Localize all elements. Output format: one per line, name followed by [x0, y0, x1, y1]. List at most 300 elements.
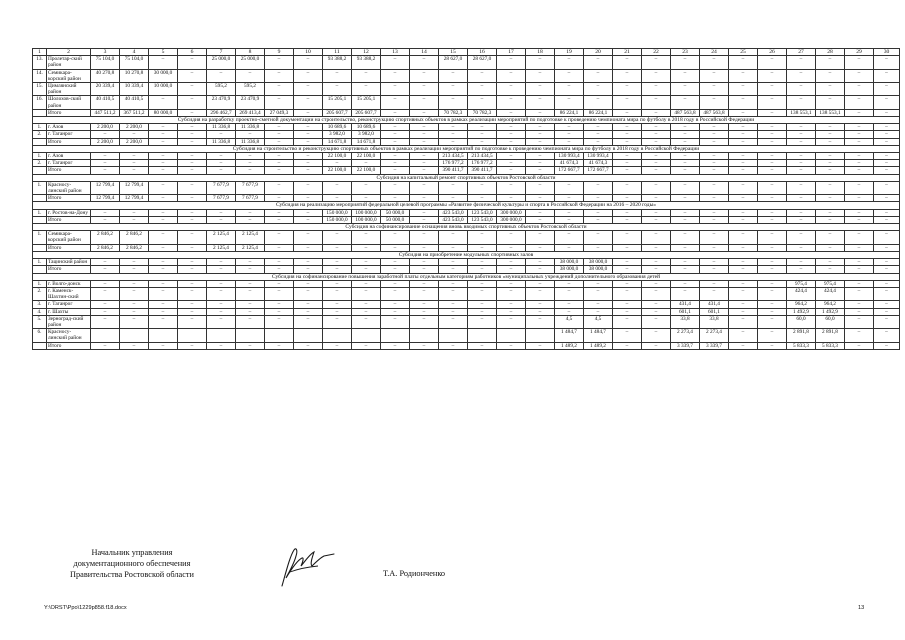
amount-cell: –	[410, 109, 439, 116]
amount-cell	[294, 329, 323, 342]
amount-cell: 1 492,9	[816, 308, 845, 315]
amount-cell: –	[497, 259, 526, 266]
amount-cell: –	[381, 96, 410, 109]
amount-cell: –	[642, 315, 671, 328]
amount-cell: –	[555, 308, 584, 315]
amount-cell: –	[207, 259, 236, 266]
amount-cell: –	[294, 83, 323, 96]
amount-cell: –	[787, 138, 816, 145]
amount-cell: –	[265, 301, 294, 308]
amount-cell: –	[120, 153, 149, 160]
amount-cell: –	[468, 280, 497, 287]
column-number-header: 3	[91, 49, 120, 56]
amount-cell: –	[874, 56, 900, 69]
amount-cell: 172 667,7	[555, 167, 584, 174]
amount-cell: –	[729, 160, 758, 167]
amount-cell: –	[120, 287, 149, 300]
amount-cell: 269 413,4	[236, 109, 265, 116]
amount-cell: –	[874, 153, 900, 160]
amount-cell: 11 336,8	[207, 124, 236, 131]
municipality-name-cell: Семикара-корский район	[47, 69, 91, 82]
amount-cell: –	[700, 195, 729, 202]
amount-cell: –	[265, 308, 294, 315]
amount-cell: –	[845, 69, 874, 82]
amount-cell: –	[874, 138, 900, 145]
amount-cell: –	[381, 109, 410, 116]
amount-cell: –	[642, 209, 671, 216]
amount-cell: –	[323, 342, 352, 349]
amount-cell: 2 273,4	[671, 329, 700, 342]
amount-cell: –	[439, 69, 468, 82]
row-number-cell: 1.	[33, 181, 47, 194]
amount-cell: –	[236, 301, 265, 308]
section-title: Субсидия на софинансирование оснащения вновь вводимых спортивных объектов Ростовской области	[33, 224, 900, 231]
amount-cell: 12 799,4	[120, 181, 149, 194]
amount-cell: –	[758, 244, 787, 251]
amount-cell: 601,1	[671, 308, 700, 315]
amount-cell: –	[613, 231, 642, 244]
amount-cell: 22 100,0	[352, 167, 381, 174]
amount-cell: –	[207, 167, 236, 174]
amount-cell: –	[874, 308, 900, 315]
amount-cell: –	[845, 96, 874, 109]
amount-cell: –	[410, 138, 439, 145]
amount-cell: –	[729, 308, 758, 315]
amount-cell: 7 677,9	[207, 181, 236, 194]
municipality-name-cell: Пролетар-ский район	[47, 56, 91, 69]
amount-cell: –	[555, 301, 584, 308]
amount-cell: –	[497, 153, 526, 160]
amount-cell: –	[787, 153, 816, 160]
amount-cell: –	[526, 315, 555, 328]
amount-cell: –	[642, 124, 671, 131]
amount-cell: –	[236, 259, 265, 266]
amount-cell: –	[526, 216, 555, 223]
amount-cell: –	[758, 56, 787, 69]
amount-cell: –	[323, 301, 352, 308]
amount-cell: 10 339,4	[120, 83, 149, 96]
amount-cell: –	[178, 56, 207, 69]
amount-cell: –	[671, 124, 700, 131]
amount-cell: 2 200,0	[120, 124, 149, 131]
amount-cell: 300 000,0	[497, 209, 526, 216]
amount-cell: –	[671, 131, 700, 138]
municipality-name-cell: Итого	[47, 109, 91, 116]
amount-cell: –	[671, 160, 700, 167]
amount-cell: –	[91, 280, 120, 287]
municipality-name-cell: Итого	[47, 342, 91, 349]
amount-cell: –	[642, 287, 671, 300]
amount-cell: 12 799,4	[91, 181, 120, 194]
amount-cell: –	[671, 56, 700, 69]
amount-cell: –	[149, 124, 178, 131]
amount-cell: –	[294, 69, 323, 82]
amount-cell: –	[526, 266, 555, 273]
amount-cell: 424,4	[816, 287, 845, 300]
amount-cell: 15 205,1	[323, 96, 352, 109]
table-row	[33, 209, 900, 216]
amount-cell: –	[874, 342, 900, 349]
table-row	[33, 181, 900, 194]
amount-cell: –	[120, 315, 149, 328]
amount-cell: –	[642, 69, 671, 82]
amount-cell: 27 049,3	[265, 109, 294, 116]
amount-cell: 93 388,2	[323, 56, 352, 69]
row-number-cell	[33, 195, 47, 202]
amount-cell: –	[91, 287, 120, 300]
amount-cell: –	[787, 69, 816, 82]
amount-cell: –	[700, 138, 729, 145]
amount-cell: –	[381, 266, 410, 273]
amount-cell: –	[729, 153, 758, 160]
amount-cell: –	[555, 138, 584, 145]
amount-cell: –	[584, 209, 613, 216]
amount-cell: –	[642, 216, 671, 223]
signatory-title-line: документационного обеспечения	[73, 559, 191, 569]
amount-cell: –	[323, 287, 352, 300]
amount-cell: –	[845, 329, 874, 342]
amount-cell: –	[323, 315, 352, 328]
amount-cell: 33,8	[700, 315, 729, 328]
amount-cell: –	[497, 280, 526, 287]
municipality-name-cell: Зерноград-ский район	[47, 315, 91, 328]
amount-cell: –	[816, 96, 845, 109]
row-number-cell: 1.	[33, 280, 47, 287]
column-number-header: 24	[700, 49, 729, 56]
amount-cell: 2 846,2	[91, 231, 120, 244]
municipality-name-cell: Шолохов-ский район	[47, 96, 91, 109]
amount-cell: –	[526, 153, 555, 160]
column-number-header: 19	[555, 49, 584, 56]
amount-cell: –	[642, 329, 671, 342]
amount-cell: –	[265, 56, 294, 69]
amount-cell: –	[352, 244, 381, 251]
amount-cell: –	[207, 131, 236, 138]
amount-cell: 2 125,4	[236, 244, 265, 251]
municipality-name-cell: г. Волго-донск	[47, 280, 91, 287]
table-row	[33, 329, 900, 342]
amount-cell: 40 410,5	[120, 96, 149, 109]
amount-cell: –	[613, 160, 642, 167]
amount-cell: –	[642, 83, 671, 96]
amount-cell: –	[178, 160, 207, 167]
amount-cell: –	[613, 153, 642, 160]
amount-cell: –	[613, 259, 642, 266]
amount-cell: –	[207, 342, 236, 349]
amount-cell: –	[497, 301, 526, 308]
amount-cell: 296 462,7	[207, 109, 236, 116]
amount-cell: 595,2	[207, 83, 236, 96]
amount-cell: –	[149, 231, 178, 244]
amount-cell: 25 000,0	[236, 56, 265, 69]
column-number-header: 21	[613, 49, 642, 56]
amount-cell: –	[149, 308, 178, 315]
amount-cell: –	[758, 124, 787, 131]
amount-cell: –	[555, 83, 584, 96]
amount-cell: –	[352, 195, 381, 202]
amount-cell: –	[700, 167, 729, 174]
column-number-header: 13	[381, 49, 410, 56]
amount-cell: –	[613, 124, 642, 131]
amount-cell: 14 671,8	[323, 138, 352, 145]
amount-cell: 12 799,4	[91, 195, 120, 202]
amount-cell: –	[468, 315, 497, 328]
table-row	[33, 131, 900, 138]
amount-cell: –	[265, 138, 294, 145]
amount-cell: –	[874, 244, 900, 251]
amount-cell: –	[555, 181, 584, 194]
amount-cell	[381, 329, 410, 342]
amount-cell: 3 339,7	[700, 342, 729, 349]
amount-cell: –	[294, 342, 323, 349]
amount-cell: –	[265, 69, 294, 82]
amount-cell: –	[816, 167, 845, 174]
row-number-cell: 5.	[33, 315, 47, 328]
amount-cell: 12 799,4	[120, 195, 149, 202]
amount-cell: –	[497, 244, 526, 251]
amount-cell: –	[816, 124, 845, 131]
amount-cell: –	[758, 308, 787, 315]
amount-cell: –	[294, 209, 323, 216]
amount-cell: –	[410, 259, 439, 266]
table-header-row	[33, 49, 900, 56]
amount-cell: 2 846,2	[91, 244, 120, 251]
amount-cell: –	[410, 56, 439, 69]
column-number-header: 29	[845, 49, 874, 56]
amount-cell: –	[439, 131, 468, 138]
column-number-header: 23	[671, 49, 700, 56]
amount-cell: 964,2	[816, 301, 845, 308]
section-title-row	[33, 117, 900, 124]
amount-cell: –	[613, 209, 642, 216]
amount-cell: 86 224,1	[555, 109, 584, 116]
amount-cell: 367 511,2	[120, 109, 149, 116]
amount-cell: –	[265, 96, 294, 109]
amount-cell: –	[526, 96, 555, 109]
municipality-name-cell: Тацинский район	[47, 259, 91, 266]
amount-cell: –	[120, 266, 149, 273]
row-number-cell	[33, 216, 47, 223]
amount-cell: –	[555, 216, 584, 223]
amount-cell: 33,8	[671, 315, 700, 328]
amount-cell: 2 125,4	[236, 231, 265, 244]
amount-cell: –	[265, 280, 294, 287]
amount-cell: –	[729, 209, 758, 216]
amount-cell: –	[265, 195, 294, 202]
municipality-name-cell: г. Ростов-на-Дону	[47, 209, 91, 216]
amount-cell: 1 484,7	[584, 329, 613, 342]
amount-cell: –	[671, 167, 700, 174]
amount-cell: –	[729, 244, 758, 251]
amount-cell: –	[816, 138, 845, 145]
amount-cell: –	[613, 181, 642, 194]
amount-cell: –	[787, 209, 816, 216]
amount-cell: –	[758, 160, 787, 167]
amount-cell: 130 993,4	[555, 153, 584, 160]
amount-cell: –	[265, 124, 294, 131]
table-row	[33, 287, 900, 300]
amount-cell	[468, 329, 497, 342]
amount-cell: 7 677,9	[207, 195, 236, 202]
amount-cell: –	[352, 69, 381, 82]
amount-cell: –	[787, 216, 816, 223]
amount-cell: –	[352, 287, 381, 300]
amount-cell: 205 607,7	[352, 109, 381, 116]
amount-cell: –	[584, 138, 613, 145]
amount-cell: –	[555, 244, 584, 251]
amount-cell	[236, 329, 265, 342]
amount-cell: –	[207, 160, 236, 167]
amount-cell: –	[294, 244, 323, 251]
amount-cell: –	[845, 244, 874, 251]
amount-cell: –	[816, 266, 845, 273]
amount-cell: –	[671, 69, 700, 82]
amount-cell: 28 627,0	[439, 56, 468, 69]
amount-cell: –	[352, 231, 381, 244]
table-row	[33, 301, 900, 308]
amount-cell: –	[120, 342, 149, 349]
amount-cell: –	[642, 167, 671, 174]
amount-cell: –	[816, 69, 845, 82]
amount-cell: –	[381, 315, 410, 328]
amount-cell: –	[439, 231, 468, 244]
amount-cell: –	[410, 83, 439, 96]
amount-cell: –	[845, 315, 874, 328]
municipality-name-cell: г. Каменск-Шахтин-ский	[47, 287, 91, 300]
amount-cell: –	[642, 308, 671, 315]
amount-cell: –	[874, 96, 900, 109]
amount-cell: –	[758, 315, 787, 328]
amount-cell: –	[91, 259, 120, 266]
amount-cell: –	[671, 280, 700, 287]
amount-cell: –	[642, 131, 671, 138]
amount-cell: –	[178, 301, 207, 308]
municipality-name-cell: Итого	[47, 266, 91, 273]
amount-cell: –	[468, 266, 497, 273]
amount-cell: 10 000,0	[149, 83, 178, 96]
amount-cell: –	[207, 216, 236, 223]
amount-cell: –	[613, 96, 642, 109]
amount-cell: –	[497, 266, 526, 273]
amount-cell: –	[323, 308, 352, 315]
amount-cell: –	[120, 160, 149, 167]
amount-cell: –	[149, 131, 178, 138]
amount-cell: –	[381, 244, 410, 251]
amount-cell: –	[91, 167, 120, 174]
amount-cell: –	[120, 308, 149, 315]
column-number-header: 18	[526, 49, 555, 56]
amount-cell: –	[845, 124, 874, 131]
amount-cell: –	[497, 181, 526, 194]
amount-cell: –	[468, 301, 497, 308]
amount-cell: –	[729, 287, 758, 300]
amount-cell: –	[526, 209, 555, 216]
amount-cell: –	[381, 181, 410, 194]
amount-cell: –	[729, 138, 758, 145]
amount-cell: –	[584, 181, 613, 194]
amount-cell: –	[381, 280, 410, 287]
amount-cell: –	[294, 259, 323, 266]
amount-cell: –	[584, 56, 613, 69]
amount-cell: –	[323, 244, 352, 251]
amount-cell: 38 000,0	[584, 266, 613, 273]
amount-cell: –	[671, 231, 700, 244]
amount-cell: –	[874, 109, 900, 116]
amount-cell: –	[410, 287, 439, 300]
amount-cell: –	[613, 56, 642, 69]
row-number-cell	[33, 138, 47, 145]
amount-cell: –	[555, 287, 584, 300]
amount-cell: –	[584, 231, 613, 244]
amount-cell: –	[323, 266, 352, 273]
amount-cell: –	[323, 83, 352, 96]
amount-cell: –	[178, 153, 207, 160]
amount-cell: –	[613, 131, 642, 138]
municipality-name-cell: Итого	[47, 244, 91, 251]
amount-cell: –	[178, 69, 207, 82]
amount-cell: 7 677,9	[236, 181, 265, 194]
amount-cell: 964,2	[787, 301, 816, 308]
amount-cell: –	[787, 56, 816, 69]
amount-cell: –	[700, 287, 729, 300]
municipality-name-cell: Итого	[47, 138, 91, 145]
amount-cell: –	[700, 259, 729, 266]
amount-cell: –	[787, 195, 816, 202]
amount-cell: –	[149, 259, 178, 266]
amount-cell: –	[265, 153, 294, 160]
amount-cell: –	[468, 259, 497, 266]
amount-cell: –	[381, 301, 410, 308]
amount-cell: –	[845, 209, 874, 216]
amount-cell: –	[497, 69, 526, 82]
amount-cell: –	[584, 244, 613, 251]
amount-cell: –	[178, 167, 207, 174]
table-row	[33, 259, 900, 266]
amount-cell: –	[845, 301, 874, 308]
amount-cell: –	[787, 181, 816, 194]
amount-cell: –	[207, 280, 236, 287]
amount-cell: –	[671, 195, 700, 202]
amount-cell: –	[700, 56, 729, 69]
amount-cell: –	[671, 153, 700, 160]
section-title-row	[33, 251, 900, 258]
row-number-cell: 13.	[33, 56, 47, 69]
amount-cell: –	[613, 315, 642, 328]
amount-cell: –	[323, 231, 352, 244]
amount-cell: 11 336,8	[236, 124, 265, 131]
amount-cell: 1 489,2	[555, 342, 584, 349]
amount-cell: 601,1	[700, 308, 729, 315]
amount-cell: 75 104,0	[91, 56, 120, 69]
municipality-name-cell: Семикара-корский район	[47, 231, 91, 244]
amount-cell: –	[874, 280, 900, 287]
amount-cell: –	[439, 315, 468, 328]
amount-cell: 3 339,7	[671, 342, 700, 349]
amount-cell: 86 224,1	[584, 109, 613, 116]
amount-cell: –	[555, 131, 584, 138]
column-number-header: 16	[468, 49, 497, 56]
amount-cell: –	[700, 69, 729, 82]
row-number-cell: 15.	[33, 83, 47, 96]
column-number-header: 30	[874, 49, 900, 56]
amount-cell: –	[352, 315, 381, 328]
amount-cell: 4,5	[584, 315, 613, 328]
row-number-cell: 1.	[33, 209, 47, 216]
amount-cell: –	[497, 308, 526, 315]
amount-cell: –	[149, 160, 178, 167]
amount-cell: –	[91, 342, 120, 349]
amount-cell: –	[584, 301, 613, 308]
